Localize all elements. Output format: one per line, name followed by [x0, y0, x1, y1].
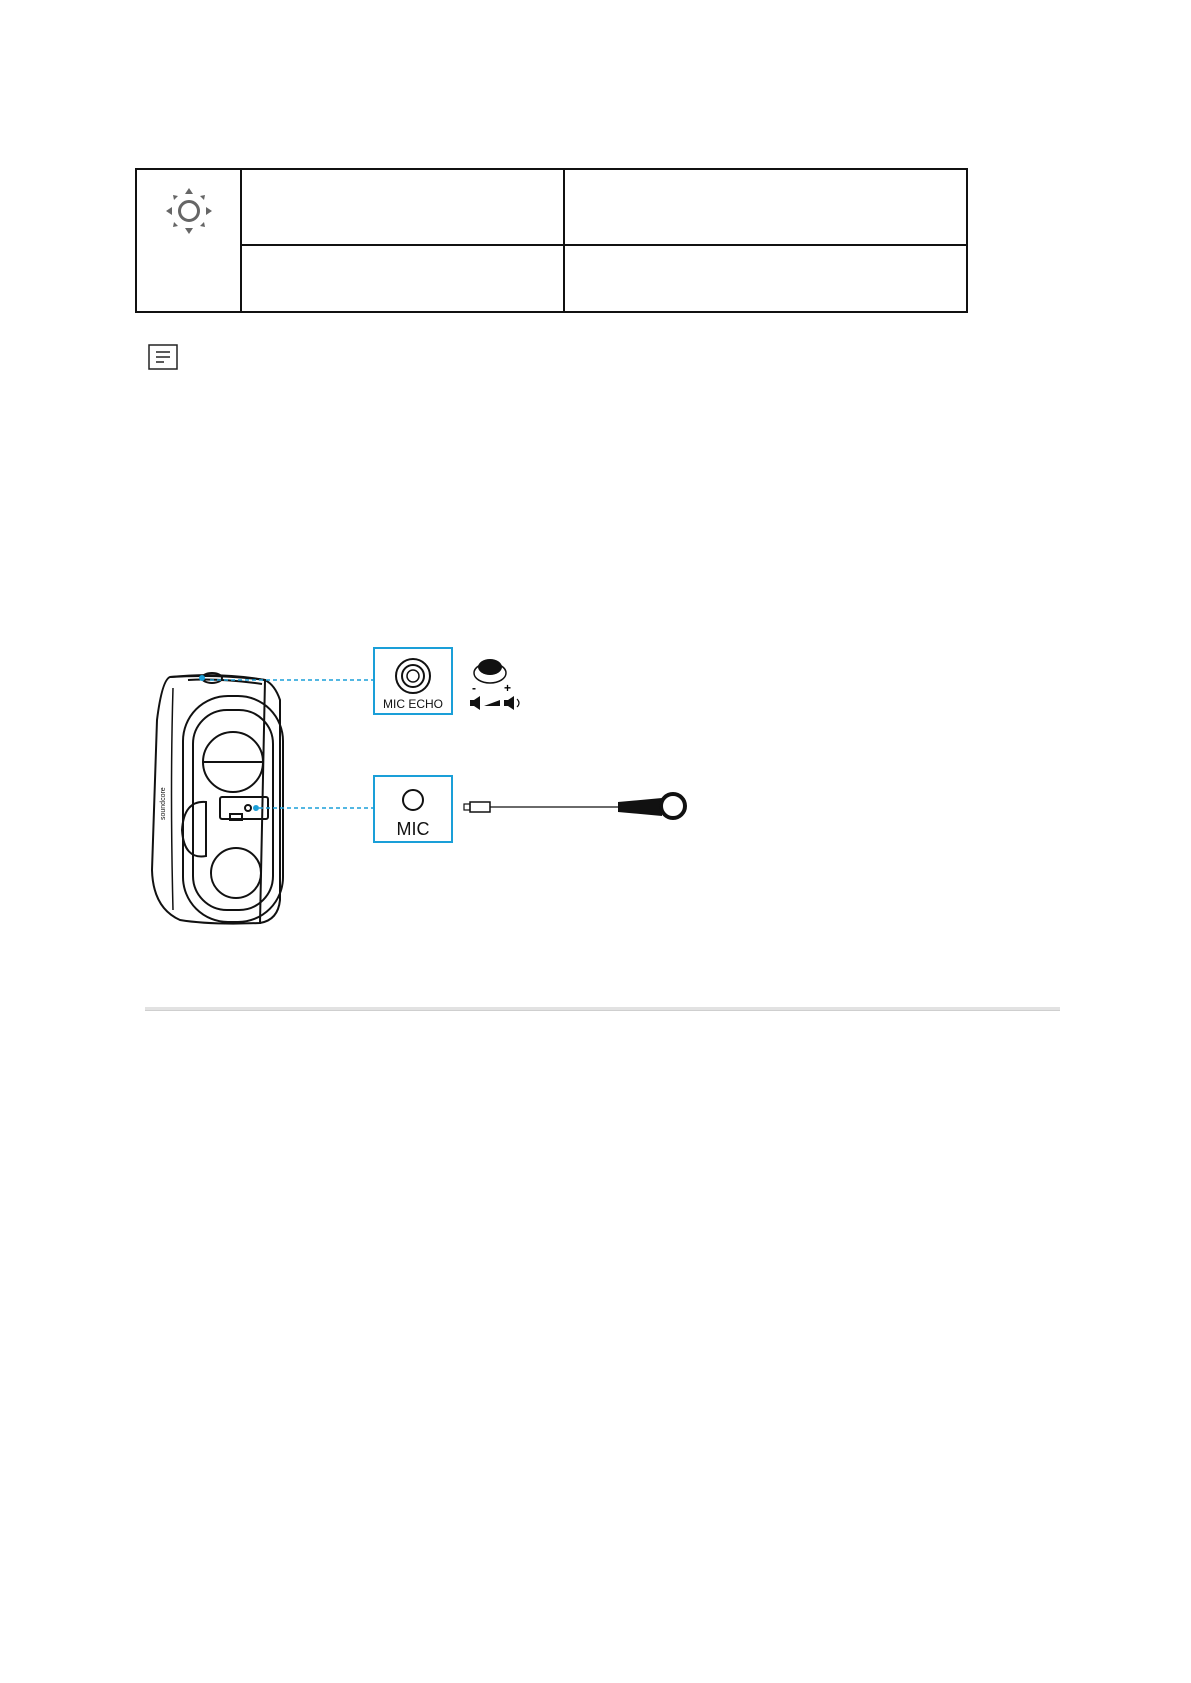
table-cell-description [564, 169, 967, 245]
volume-ramp [484, 700, 500, 706]
microphone-icon [464, 794, 685, 818]
table-cell-description [564, 245, 967, 312]
mic-echo-callout [374, 648, 452, 714]
knob-plus-label: + [504, 681, 512, 695]
volume-low-icon [470, 696, 480, 710]
echo-knob-marker [199, 675, 205, 681]
note-icon [148, 344, 178, 370]
table-row [136, 245, 967, 312]
table-cell-label [241, 245, 564, 312]
mic-callout [374, 776, 452, 842]
table-row [136, 169, 967, 245]
speaker-illustration [152, 673, 283, 924]
brand-text: soundcore [160, 787, 167, 820]
light-control-table [135, 168, 968, 313]
brightness-icon [164, 186, 214, 236]
section-divider [145, 1007, 1060, 1011]
mic-port-marker [253, 805, 259, 811]
icon-cell [136, 169, 241, 312]
table-cell-label [241, 169, 564, 245]
knob-minus-label: - [472, 681, 476, 695]
mic-label: MIC [396, 819, 430, 839]
volume-high-icon [504, 696, 519, 710]
volume-knob-icon [470, 659, 519, 710]
mic-echo-label: MIC ECHO [383, 697, 443, 711]
mic-connection-diagram [140, 640, 700, 940]
